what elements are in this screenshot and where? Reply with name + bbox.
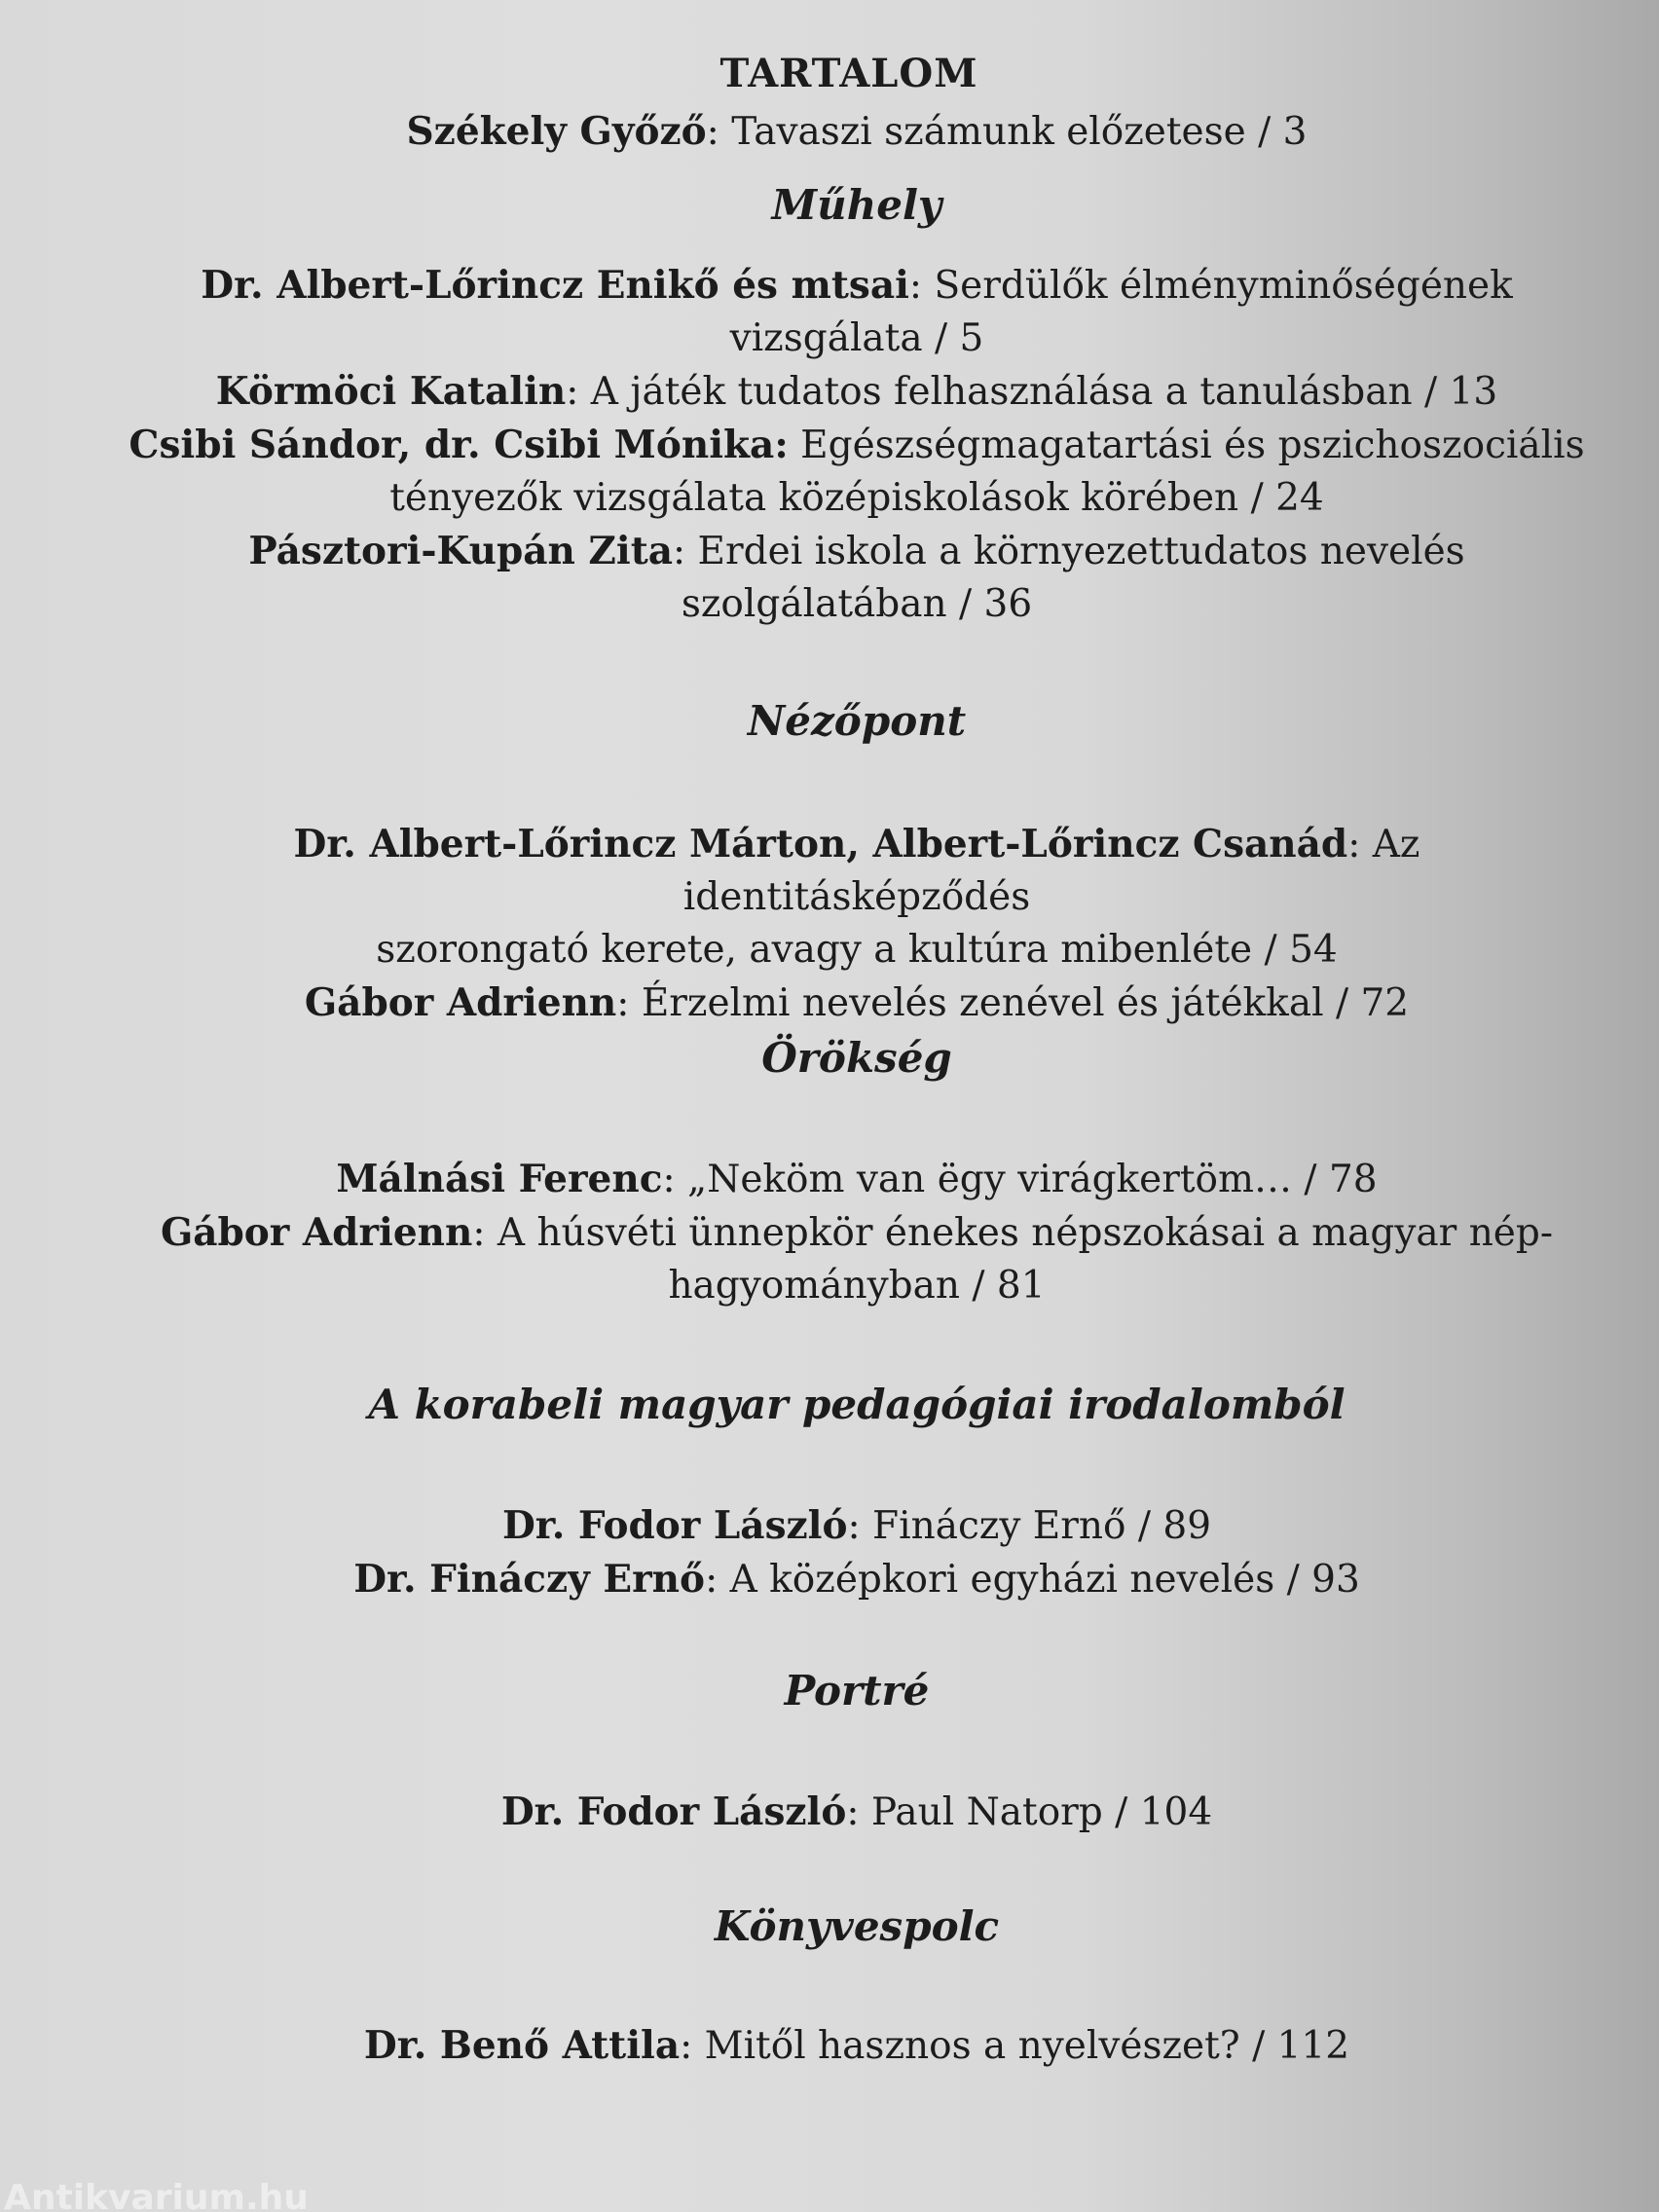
entry-author: Dr. Albert-Lőrincz Márton, Albert-Lőrincz Csanád	[293, 822, 1348, 866]
section-heading-muhely: Műhely	[771, 181, 942, 229]
section-orokseg-entries	[117, 1153, 1597, 1312]
toc-entry	[117, 1153, 1597, 1206]
section-heading-nezopont: Nézőpont	[747, 697, 967, 745]
toc-entry	[117, 365, 1597, 419]
entry-text: : A húsvéti ünnepkör énekes népszokásai a magyar nép-	[472, 1211, 1554, 1255]
entry-author: Dr. Albert-Lőrincz Enikő és mtsai	[201, 263, 909, 308]
entry-author: Dr. Fináczy Ernő	[353, 1557, 706, 1602]
section-korabeli-entries	[117, 1499, 1597, 1606]
page-title: TARTALOM	[719, 51, 978, 96]
watermark: Antikvarium.hu	[4, 2178, 309, 2212]
section-heading-orokseg: Örökség	[761, 1034, 952, 1082]
entry-text: : A középkori egyházi nevelés / 93	[705, 1558, 1360, 1602]
entry-author: Pásztori-Kupán Zita	[248, 529, 673, 573]
entry-text: : Tavaszi számunk előzetese / 3	[706, 110, 1308, 154]
entry-text: : „Neköm van ëgy virágkertöm… / 78	[662, 1158, 1378, 1201]
entry-text-continued: szorongató kerete, avagy a kultúra mibenléte / 54	[376, 928, 1338, 972]
section-nezopont-entries	[117, 818, 1597, 1030]
toc-entry	[117, 1499, 1597, 1553]
entry-author: Dr. Fodor László	[501, 1503, 848, 1548]
toc-entry	[117, 259, 1597, 365]
entry-text: : Érzelmi nevelés zenével és játékkal / 72	[616, 981, 1410, 1025]
toc-entry	[117, 1553, 1597, 1606]
entry-author: Dr. Benő Attila	[363, 2023, 681, 2068]
toc-entry	[117, 1786, 1597, 1839]
entry-text: : Fináczy Ernő / 89	[847, 1504, 1212, 1548]
entry-text-continued: hagyományban / 81	[668, 1264, 1046, 1308]
entry-text: Egészségmagatartási és pszichoszociális	[788, 424, 1585, 467]
entry-author: Gábor Adrienn	[160, 1210, 473, 1255]
toc-entry	[117, 2019, 1597, 2073]
intro-entry	[117, 105, 1597, 159]
entry-author: Málnási Ferenc	[336, 1157, 663, 1201]
section-portre-entries	[117, 1786, 1597, 1839]
section-heading-korabeli: A korabeli magyar pedagógiai irodalomból	[368, 1381, 1346, 1428]
toc-entry	[117, 1206, 1597, 1312]
entry-author: Gábor Adrienn	[304, 980, 617, 1025]
entry-text: : Erdei iskola a környezettudatos nevelés szolgálatában / 36	[673, 530, 1465, 626]
entry-author: Körmöci Katalin	[215, 369, 567, 414]
entry-author: Székely Győző	[406, 109, 707, 154]
section-heading-portre: Portré	[784, 1667, 930, 1714]
section-muhely-entries	[117, 259, 1597, 631]
toc-entry	[117, 818, 1597, 977]
entry-text: : Paul Natorp / 104	[846, 1790, 1213, 1834]
section-heading-konyvespolc: Könyvespolc	[714, 1902, 1000, 1950]
toc-entry	[117, 525, 1597, 631]
toc-entry	[117, 977, 1597, 1030]
entry-author: Csibi Sándor, dr. Csibi Mónika:	[129, 423, 789, 467]
entry-text-continued: tényezők vizsgálata középiskolások körében / 24	[389, 476, 1324, 520]
entry-author: Dr. Fodor László	[500, 1789, 847, 1834]
section-konyvespolc-entries	[117, 2019, 1597, 2073]
entry-text: : Serdülők élményminőségének vizsgálata / 5	[729, 264, 1513, 360]
entry-text: : Mitől hasznos a nyelvészet? / 112	[680, 2024, 1350, 2068]
entry-text: : Az identitásképződés	[682, 823, 1420, 919]
toc-entry	[117, 419, 1597, 525]
entry-text: : A játék tudatos felhasználása a tanulásban / 13	[566, 370, 1498, 414]
